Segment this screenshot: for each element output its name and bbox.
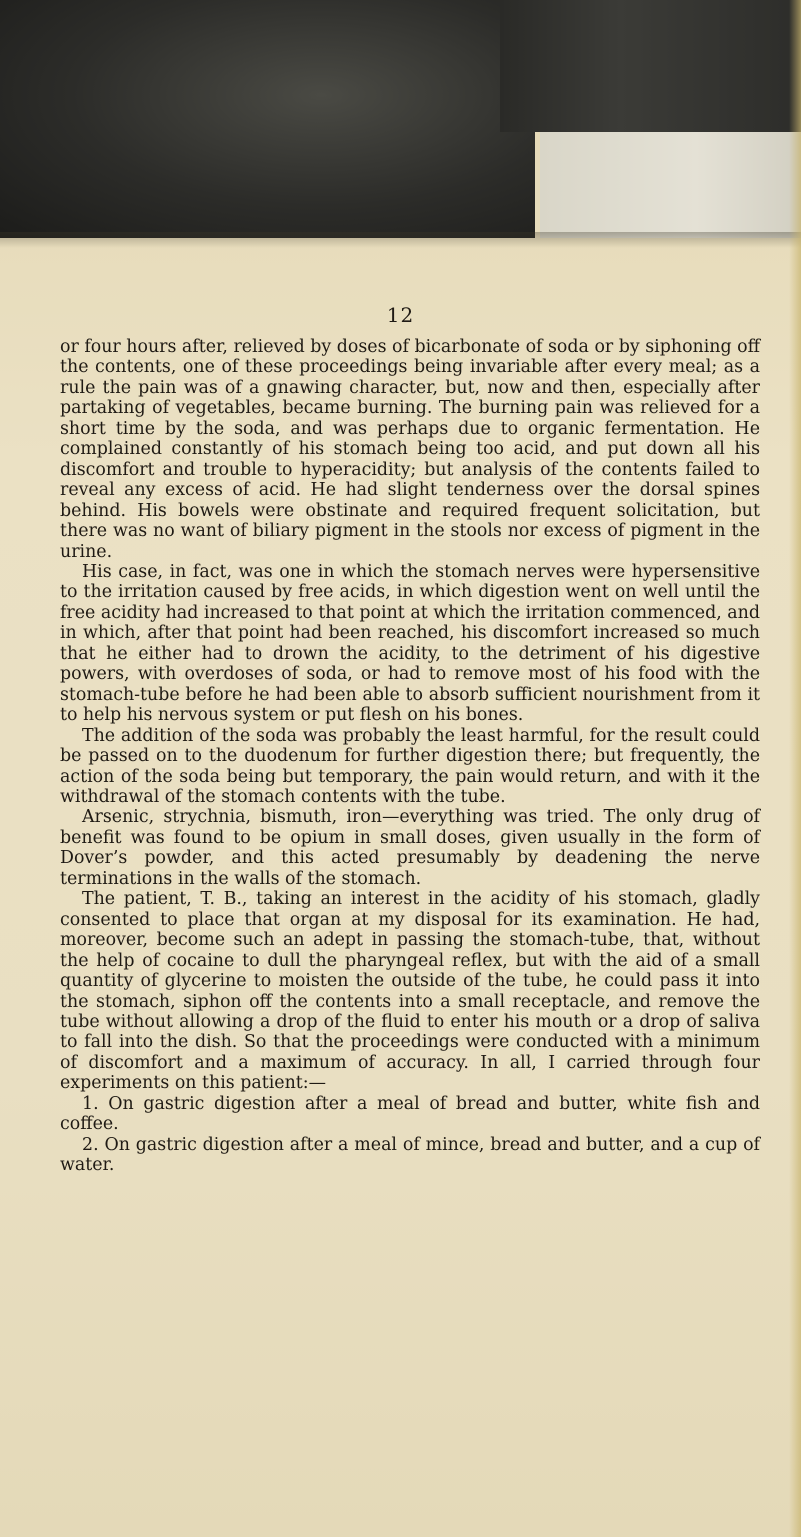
paragraph: His case, in fact, was one in which the stomach nerves were hypersensitive to the irritation caused by free acids, in which digestion went on well until the free acidity had increased to that point at which the irritation commenced, and in which, after that point had been reached, his discomfort increased so much that he either had to drown the acidity, to the detriment of his digestive powers, with overdoses of soda, or had to remove most of his food with the stomach-tube before he had been able to absorb sufficient nourishment from it to help his nervous system or put flesh on his bones. xyxy=(60,561,760,726)
list-item-experiment-1: 1. On gastric digestion after a meal of bread and butter, white fish and coffee. xyxy=(60,1093,760,1135)
paragraph: The patient, T. B., taking an interest in the acidity of his stomach, gladly consented to place that organ at my disposal for its examination. He had, moreover, become such an adept in passing the stomach-tube, that, without the help of cocaine to dull the pharyngeal reflex, but with the aid of a small quantity of glycerine to moisten the outside of the tube, he could pass it into the stomach, siphon off the contents into a small receptacle, and remove the tube without allowing a drop of the fluid to enter his mouth or a drop of saliva to fall into the dish. So that the proceedings were conducted with a minimum of discomfort and a maximum of accuracy. In all, I carried through four experiments on this patient:— xyxy=(60,889,760,1094)
paragraph: The addition of the soda was probably the least harmful, for the result could be passed on to the duodenum for further digestion there; but frequently, the action of the soda being but temporary, the pain would return, and with it the withdrawal of the stomach contents with the tube. xyxy=(60,725,760,807)
page-edge-shadow xyxy=(0,232,801,248)
scanner-top-strip xyxy=(500,0,801,132)
paragraph-continuation: or four hours after, relieved by doses of bicarbonate of soda or by siphoning off the contents, one of these proceedings being invariable after every meal; as a rule the pain was of a gnawing character, but, now and then, especially after partaking of vegetables, became burning. The burning pain was relieved for a short time by the soda, and was perhaps due to organic fermentation. He complained constantly of his stomach being too acid, and put down all his discomfort and trouble to hyperacidity; but analysis of the contents failed to reveal any excess of acid. He had slight tenderness over the dorsal spines behind. His bowels were obstinate and required frequent solicitation, but there was no want of biliary pigment in the stools nor excess of pigment in the urine. xyxy=(60,337,760,562)
paragraph: Arsenic, strychnia, bismuth, iron—everything was tried. The only drug of benefit was found to be opium in small doses, given usually in the form of Dover’s powder, and this acted presumably by deadening the nerve terminations in the walls of the stomach. xyxy=(60,807,760,889)
list-item-experiment-2: 2. On gastric digestion after a meal of mince, bread and butter, and a cup of water. xyxy=(60,1134,760,1176)
page-number: 12 xyxy=(386,303,415,327)
scanner-dark-margin xyxy=(0,0,535,238)
scanner-light-patch xyxy=(540,132,801,238)
body-text xyxy=(60,337,760,1176)
page-right-edge xyxy=(789,0,801,1537)
